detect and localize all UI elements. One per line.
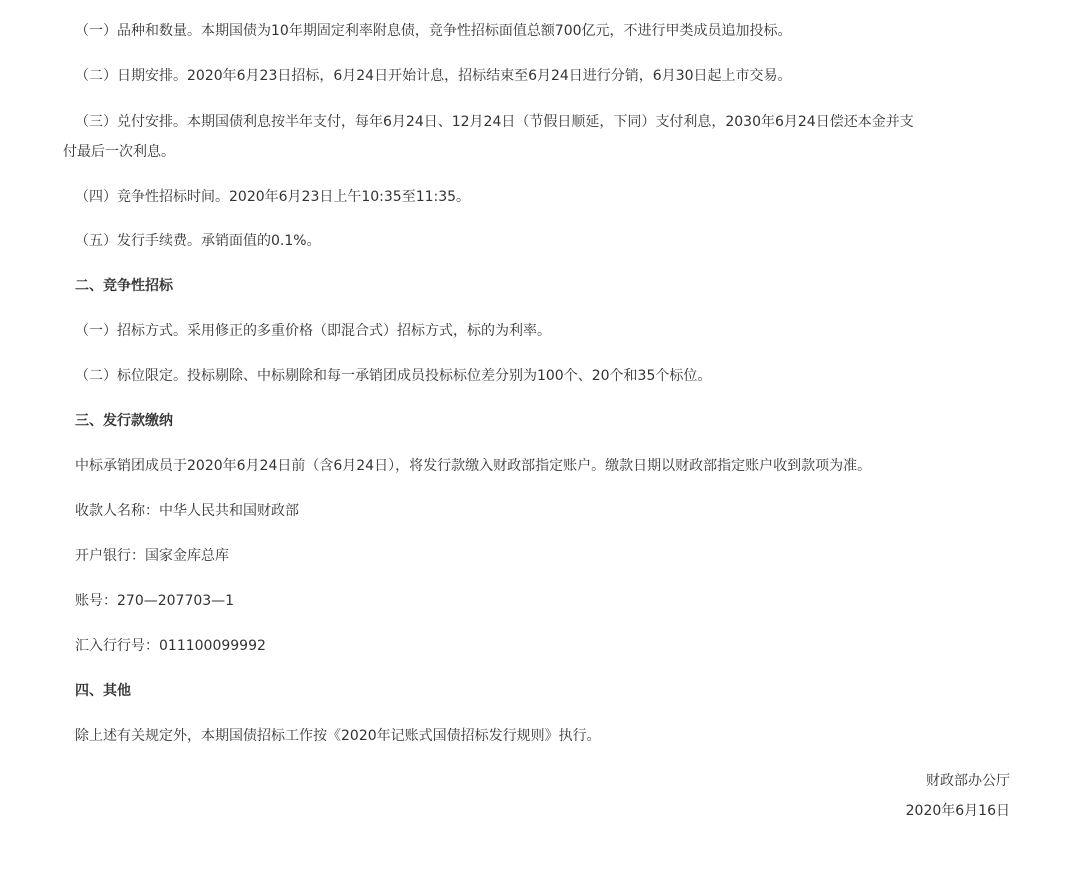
- paragraph-bidding-time: （四）竞争性招标时间。2020年6月23日上午10:35至11:35。: [75, 189, 471, 205]
- paragraph-bank-code: 汇入行行号：011100099992: [75, 638, 266, 654]
- paragraph-schedule: （二）日期安排。2020年6月23日招标，6月24日开始计息，招标结束至6月24日进行分销，6月30日起上市交易。: [75, 68, 792, 84]
- paragraph-other-rules: 除上述有关规定外，本期国债招标工作按《2020年记账式国债招标发行规则》执行。: [75, 728, 601, 744]
- signer: 财政部办公厅: [926, 773, 1010, 789]
- section-heading-payment: 三、发行款缴纳: [75, 413, 173, 429]
- paragraph-fee: （五）发行手续费。承销面值的0.1%。: [75, 233, 321, 249]
- paragraph-payment-deadline: 中标承销团成员于2020年6月24日前（含6月24日），将发行款缴入财政部指定账户。缴款日期以财政部指定账户收到款项为准。: [75, 458, 872, 474]
- paragraph-payment-line2: 付最后一次利息。: [63, 144, 175, 160]
- section-heading-other: 四、其他: [75, 683, 131, 699]
- section-heading-competitive-bidding: 二、竞争性招标: [75, 278, 173, 294]
- paragraph-payee: 收款人名称：中华人民共和国财政部: [75, 503, 299, 519]
- paragraph-variety-quantity: （一）品种和数量。本期国债为10年期固定利率附息债，竞争性招标面值总额700亿元，不进行甲类成员追加投标。: [75, 23, 792, 39]
- paragraph-bid-limit: （二）标位限定。投标剔除、中标剔除和每一承销团成员投标标位差分别为100个、20个和35个标位。: [75, 368, 712, 384]
- paragraph-payment-line1: （三）兑付安排。本期国债利息按半年支付，每年6月24日、12月24日（节假日顺延，下同）支付利息，2030年6月24日偿还本金并支: [75, 114, 914, 130]
- paragraph-bidding-method: （一）招标方式。采用修正的多重价格（即混合式）招标方式，标的为利率。: [75, 323, 551, 339]
- issue-date: 2020年6月16日: [905, 803, 1010, 819]
- paragraph-bank: 开户银行：国家金库总库: [75, 548, 229, 564]
- paragraph-account: 账号：270—207703—1: [75, 593, 235, 609]
